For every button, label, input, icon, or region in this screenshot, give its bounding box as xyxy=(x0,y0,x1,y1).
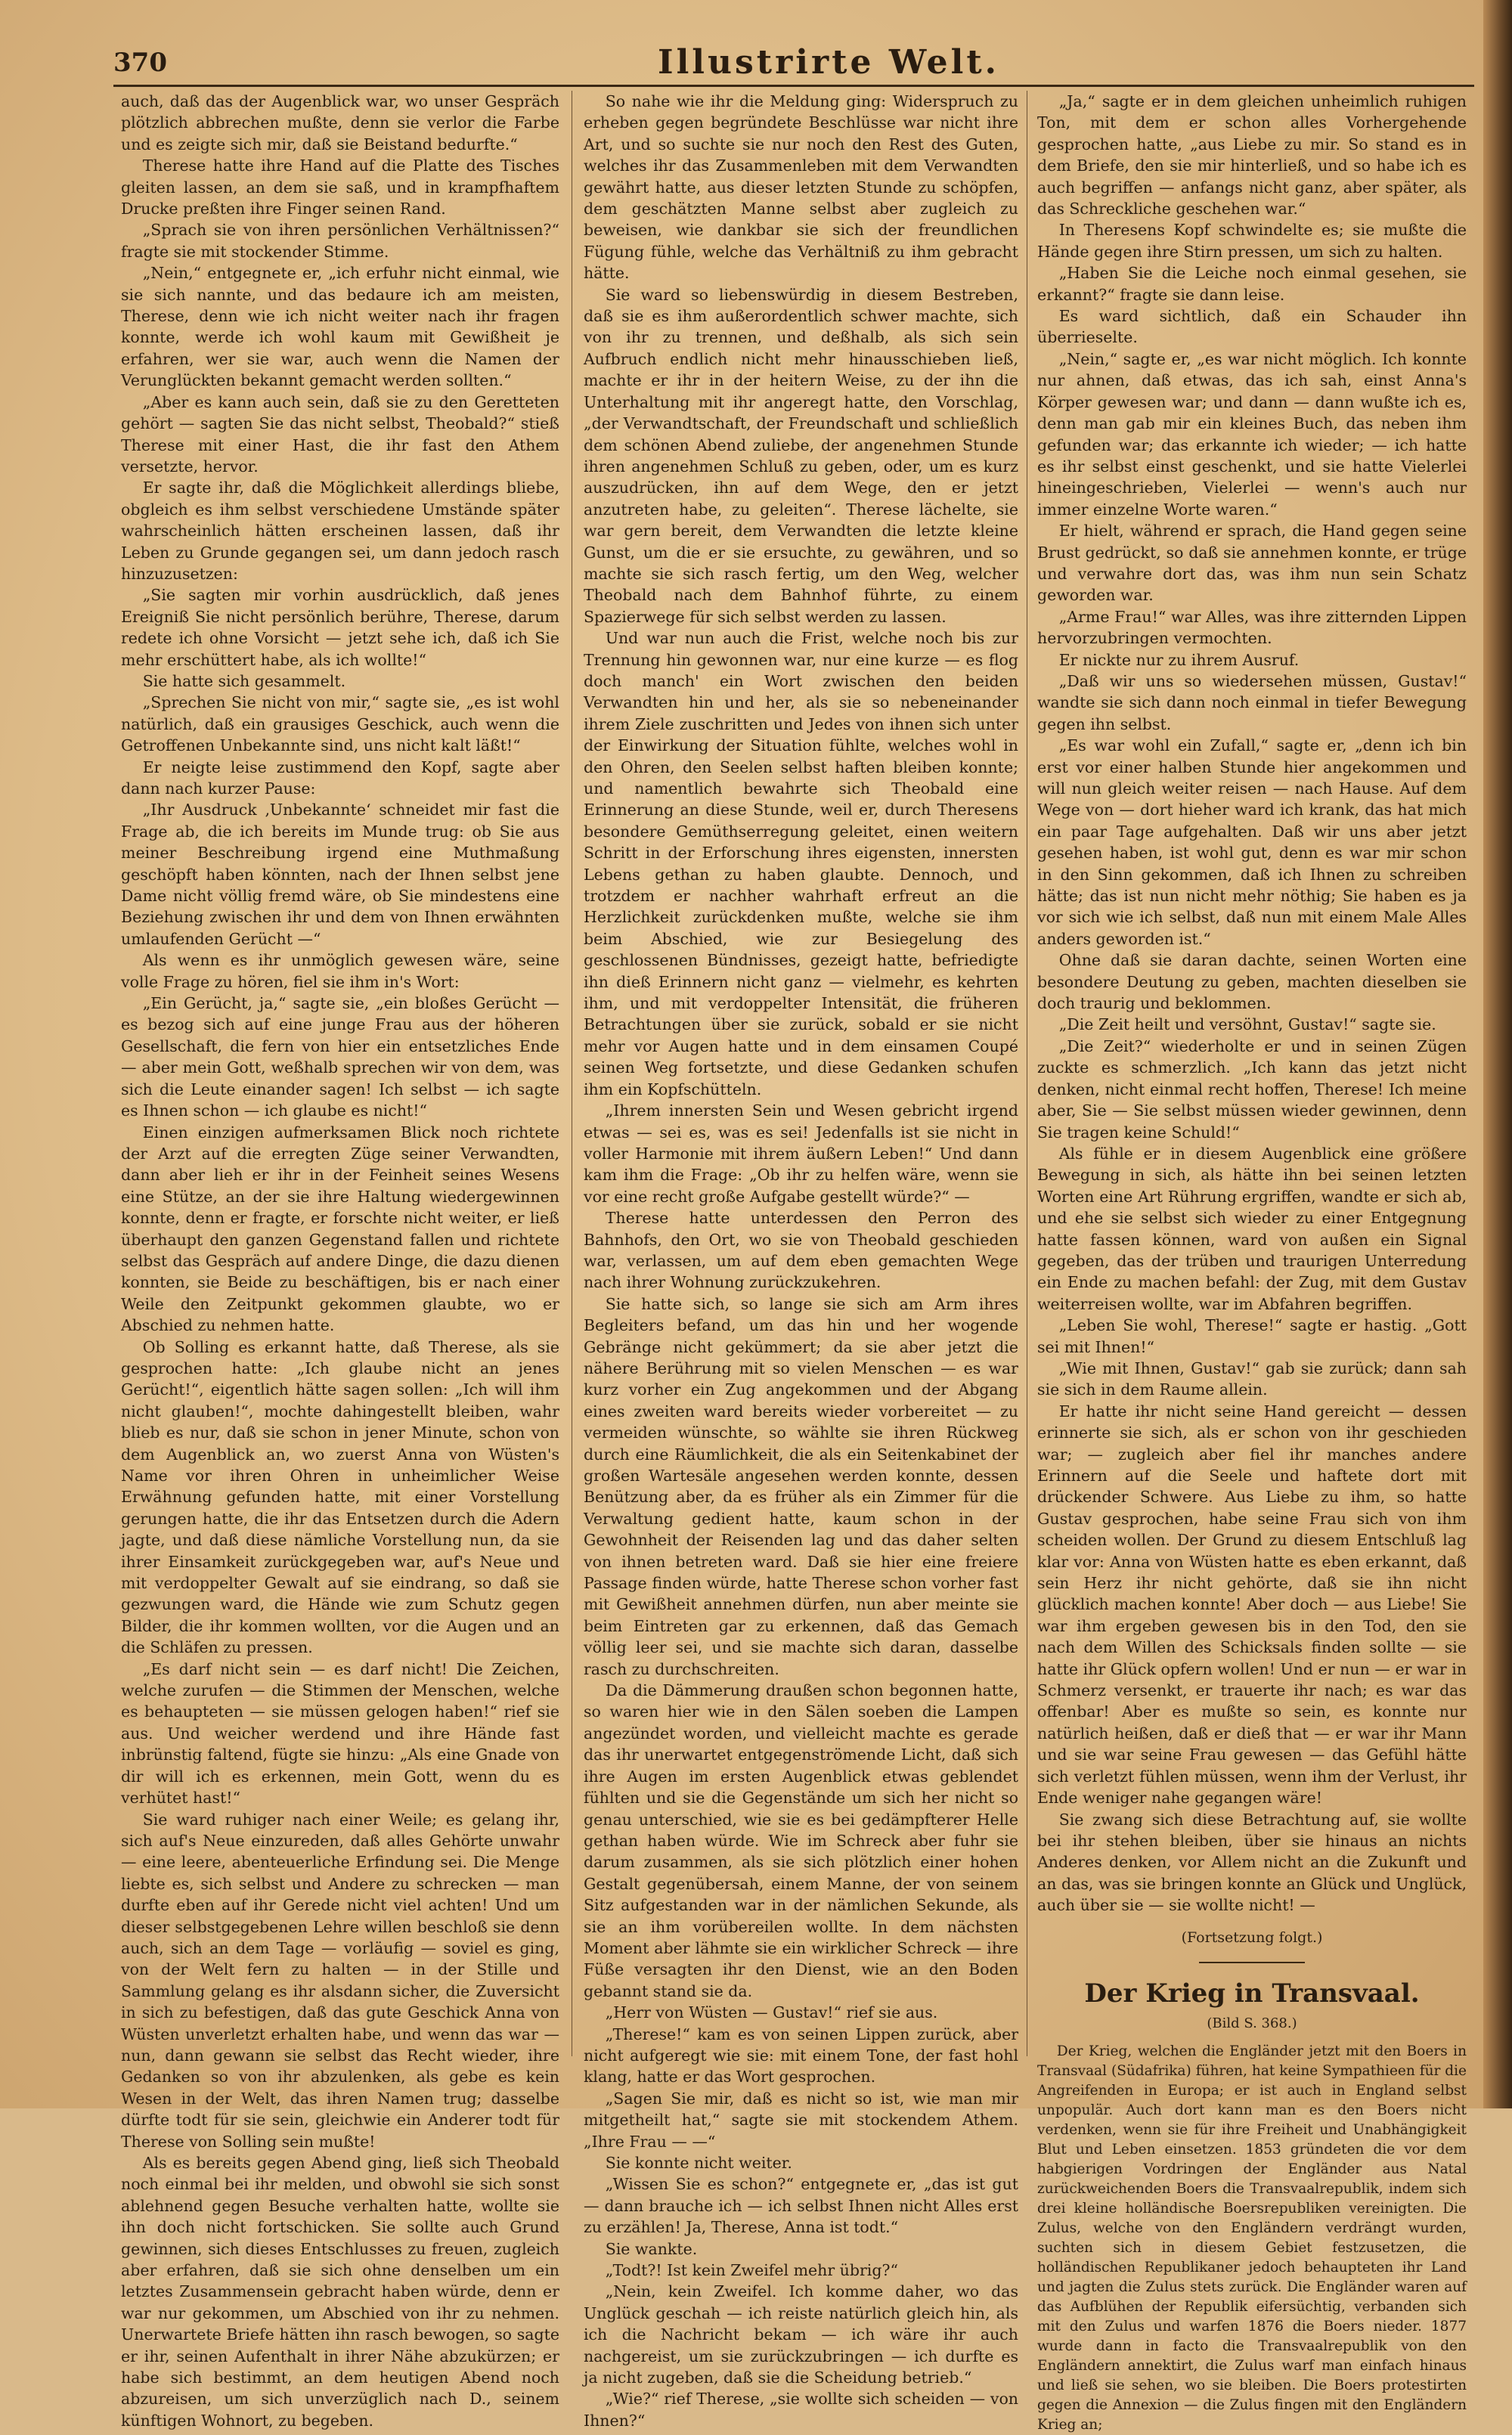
paragraph: „Die Zeit heilt und versöhnt, Gustav!“ sagte sie. xyxy=(1058,1015,1436,1034)
paragraph: In Theresens Kopf schwindelte es; sie mußte die Hände gegen ihre Stirn pressen, um sich zu halten. xyxy=(1037,221,1467,261)
paragraph: „Nein,“ entgegnete er, „ich erfuhr nicht einmal, wie sie sich nannte, und das bedaure ich am meisten, Therese, denn wie ich nicht weiter nach ihr fragen konnte, werde ich wohl kaum mit Gewißheit je erfahren, wer sie war, auch wenn die Namen der Verunglückten bekannt gemacht werden sollten.“ xyxy=(121,264,559,390)
paragraph: Als fühle er in diesem Augenblick eine größere Bewegung in sich, als hätte ihn bei seinen letzten Worten eine Art Rührung ergriffen, wandte er sich ab, und ehe sie selbst sich wieder zu einer Entgegnung hatte fassen können, ward von außen ein Signal gegeben, das der trüben und traurigen Unterredung ein Ende zu machen befahl: der Zug, mit dem Gustav weiterreisen wollte, war im Abfahren begriffen. xyxy=(1037,1144,1467,1313)
paragraph: Therese hatte ihre Hand auf die Platte des Tisches gleiten lassen, an dem sie saß, und in krampfhaftem Drucke preßten ihre Finger seinen Rand. xyxy=(121,156,559,218)
paragraph: „Sprechen Sie nicht von mir,“ sagte sie, „es ist wohl natürlich, daß ein grausiges Geschick, auch wenn die Getroffenen Unbekannte sind, uns nicht kalt läßt!“ xyxy=(121,693,559,755)
article-body: Der Krieg, welchen die Engländer jetzt mit den Boers in Transvaal (Südafrika) führen, hat keine Sympathieen für die Angreifenden in Europa; er ist auch in England selbst unpopulär. Auch dort kann man es den Boers nicht verdenken, wenn sie für ihre Freiheit und Unabhängigkeit Blut und Leben einsetzen. 1853 gründeten die vor dem habgierigen Vordringen der Engländer aus Natal zurückweichenden Boers die Transvaalrepublik, indem sich drei kleine holländische Boersrepubliken vereinigten. Die Zulus, welche von den Engländern verdrängt wurden, suchten sich in diesem Gebiet festzusetzen, die holländischen Republikaner jedoch behaupteten ihr Land und jagten die Zulus stets zurück. Die Engländer waren auf das Aufblühen der Republik eifersüchtig, verbanden sich mit den Zulus und warfen 1876 die Boers nieder. 1877 wurde dann in facto die Transvaalrepublik von den Engländern annektirt, die Zulus warf man einfach hinaus und ließ sie sehen, wo sie bleiben. Die Boers protestirten gegen die Annexion — die Zulus fingen mit den Engländern Krieg an; xyxy=(1037,2043,1467,2433)
paragraph: Sie hatte sich gesammelt. xyxy=(142,671,346,690)
header-rule xyxy=(113,85,1474,87)
paragraph: Sie wankte. xyxy=(605,2239,698,2258)
page-number: 370 xyxy=(113,48,167,78)
paragraph: „Nein,“ sagte er, „es war nicht möglich. Ich konnte nur ahnen, daß etwas, das ich sah, einst Anna's Körper gewesen war; und dann — dann wußte ich es, denn man gab mir ein kleines Buch, das neben ihm gefunden war; das erkannte ich wieder; — ich hatte es ihr selbst einst geschenkt, und sie hatte Vielerlei hineingeschrieben, Vielerlei — wenn's auch nur immer einzelne Worte waren.“ xyxy=(1037,349,1467,519)
running-title: Illustrirte Welt. xyxy=(658,43,999,82)
paragraph: „Arme Frau!“ war Alles, was ihre zitternden Lippen hervorzubringen vermochten. xyxy=(1037,607,1467,648)
paragraph: Einen einzigen aufmerksamen Blick noch richtete der Arzt auf die erregten Züge seiner Verwandten, dann aber lieh er ihr in der Feinheit seines Wesens eine Stütze, an der sie ihre Haltung wiedergewinnen konnte, denn er fragte, er forschte nicht weiter, er ließ überhaupt den ganzen Gegenstand fallen und richtete selbst das Gespräch auf andere Dinge, die dazu dienen konnten, sie Beide zu beschäftigen, bis er nach einer Weile den Zeitpunkt gekommen glaubte, wo er Abschied zu nehmen hatte. xyxy=(121,1123,559,1335)
paragraph: Er hielt, während er sprach, die Hand gegen seine Brust gedrückt, so daß sie annehmen konnte, er trüge und verwahre dort das, was ihm nun sein Schatz geworden war. xyxy=(1037,522,1467,605)
paragraph: „Es darf nicht sein — es darf nicht! Die Zeichen, welche zurufen — die Stimmen der Menschen, welche es behaupteten — sie müssen gelogen haben!“ rief sie aus. Und weicher werdend und ihre Hände fast inbrünstig faltend, fügte sie hinzu: „Als eine Gnade von dir will ich es erkennen, mein Gott, wenn du es verhütet hast!“ xyxy=(121,1659,559,1808)
paragraph: „Haben Sie die Leiche noch einmal gesehen, sie erkannt?“ fragte sie dann leise. xyxy=(1037,264,1467,304)
paragraph: Therese hatte unterdessen den Perron des Bahnhofs, den Ort, wo sie von Theobald geschieden war, verlassen, um auf dem eben gemachten Wege nach ihrer Wohnung zurückzukehren. xyxy=(584,1209,1018,1292)
paragraph: auch, daß das der Augenblick war, wo unser Gespräch plötzlich abbrechen mußte, denn sie verlor die Farbe und es zeigte sich mir, daß sie Beistand bedurfte.“ xyxy=(121,92,559,153)
column-3 xyxy=(1037,91,1467,2433)
paragraph: „Ihrem innersten Sein und Wesen gebricht irgend etwas — sei es, was es sei! Jedenfalls ist sie nicht in voller Harmonie mit ihrem äußern Leben!“ Und dann kam ihm die Frage: „Ob ihr zu helfen wäre, wenn sie vor eine recht große Aufgabe gestellt würde?“ — xyxy=(584,1101,1018,1206)
paragraph: „Sie sagten mir vorhin ausdrücklich, daß jenes Ereigniß Sie nicht persönlich berühre, Therese, darum redete ich ohne Vorsicht — jetzt sehe ich, daß ich Sie mehr erschüttert habe, als ich wollte!“ xyxy=(121,586,559,669)
paragraph: „Ja,“ sagte er in dem gleichen unheimlich ruhigen Ton, mit dem er schon alles Vorhergehende gesprochen hatte, „aus Liebe zu mir. So stand es in dem Briefe, den sie mir hinterließ, und so habe ich es auch begriffen — anfangs nicht ganz, aber später, als das Schreckliche geschehen war.“ xyxy=(1037,92,1467,218)
paragraph: „Die Zeit?“ wiederholte er und in seinen Zügen zuckte es schmerzlich. „Ich kann das jetzt nicht denken, nicht einmal recht hoffen, Therese! Ich meine aber, Sie — Sie selbst müssen wieder gewinnen, denn Sie tragen keine Schuld!“ xyxy=(1037,1036,1467,1142)
paragraph: Sie ward ruhiger nach einer Weile; es gelang ihr, sich auf's Neue einzureden, daß alles Gehörte unwahr — eine leere, abenteuerliche Erfindung sei. Die Menge liebte es, sich selbst und Andere zu schrecken — man durfte eben auf ihr Gerede nicht viel achten! Und um dieser selbstgegebenen Lehre willen beschloß sie denn auch, sich an dem Tage — vorläufig — soviel es ging, von der Welt fern zu halten — in der Stille und Sammlung gelang es ihr alsdann sicher, die Zuversicht in sich zu befestigen, daß das gute Geschick Anna von Wüsten unverletzt erhalten habe, und wenn das war — nun, dann gewann sie selbst das Recht wieder, ihre Gedanken so von ihr abzulenken, als gebe es kein Wesen in der Welt, das ihren Namen trug; dasselbe dürfte todt für sie sein, gleichwie ein Anderer todt für Therese von Solling sein mußte! xyxy=(121,1810,559,2151)
page-header xyxy=(113,42,1474,87)
paragraph: Sie hatte sich, so lange sie sich am Arm ihres Begleiters befand, um das hin und her wogende Gebränge nicht gekümmert; da sie aber jetzt die nähere Berührung mit so vielen Menschen — es war kurz vorher ein Zug angekommen und der Abgang eines zweiten ward bereits wieder vorbereitet — zu vermeiden wünschte, so wählte sie ihren Rückweg durch eine Räumlichkeit, die als ein Seitenkabinet der großen Wartesäle angesehen werden konnte, dessen Benützung aber, da es früher als ein Zimmer für die Verwaltung gedient hatte, kaum schon in der Gewohnheit der Reisenden lag und das daher selten von ihnen betreten ward. Daß sie hier eine freiere Passage finden würde, hatte Therese schon vorher fast mit Gewißheit annehmen dürfen, nun aber meinte sie beim Eintreten gar zu erkennen, daß das Gemach völlig leer sei, und sie machte sich daran, dasselbe rasch zu durchschreiten. xyxy=(584,1294,1018,1678)
paragraph: Es ward sichtlich, daß ein Schauder ihn überrieselte. xyxy=(1037,307,1467,347)
paragraph: „Sagen Sie mir, daß es nicht so ist, wie man mir mitgetheilt hat,“ sagte sie mit stockendem Athem. „Ihre Frau — —“ xyxy=(584,2089,1018,2151)
paragraph: „Nein, kein Zweifel. Ich komme daher, wo das Unglück geschah — ich reiste natürlich gleich hin, als ich die Nachricht bekam — ich wäre ihr auch nachgereist, um sie zurückzubringen — ich durfte es ja nicht zugeben, daß sie die Scheidung betrieb.“ xyxy=(584,2282,1018,2387)
paragraph: Er sagte ihr, daß die Möglichkeit allerdings bliebe, obgleich es ihm selbst verschiedene Umstände später wahrscheinlich hätten erscheinen lassen, daß ihr Leben zu Grunde gegangen sei, um dann jedoch rasch hinzuzusetzen: xyxy=(121,479,559,583)
paragraph: „Wie mit Ihnen, Gustav!“ gab sie zurück; dann sah sie sich in dem Raume allein. xyxy=(1037,1358,1467,1399)
paragraph: „Sprach sie von ihren persönlichen Verhältnissen?“ fragte sie mit stockender Stimme. xyxy=(121,221,559,261)
paragraph: Er neigte leise zustimmend den Kopf, sagte aber dann nach kurzer Pause: xyxy=(121,757,559,798)
paragraph: „Ihr Ausdruck ‚Unbekannte‘ schneidet mir fast die Frage ab, die ich bereits im Munde trug: ob Sie aus meiner Beschreibung irgend eine Muthmaßung geschöpft haben könnten, nach der Ihnen selbst jene Dame nicht völlig fremd wäre, ob Sie mindestens eine Beziehung zwischen ihr und dem von Ihnen erwähnten umlaufenden Gerücht —“ xyxy=(121,801,559,948)
paragraph: „Todt?! Ist kein Zweifel mehr übrig?“ xyxy=(605,2261,898,2280)
paragraph: „Aber es kann auch sein, daß sie zu den Geretteten gehört — sagten Sie das nicht selbst, Theobald?“ stieß Therese mit einer Hast, die ihr fast den Athem versetzte, hervor. xyxy=(121,392,559,476)
paragraph: So nahe wie ihr die Meldung ging: Widerspruch zu erheben gegen begründete Beschlüsse war nicht ihre Art, und so suchte sie nur noch den Rest des Guten, welches ihr das Zusammenleben mit dem Verwandten gewährt hatte, aus dieser letzten Stunde zu schöpfen, dem geschätzten Manne selbst aber zugleich zu beweisen, wie dankbar sie sich der freundlichen Fügung fühle, welche das Verhältniß zu ihm gebracht hätte. xyxy=(584,92,1018,283)
continuation-note: (Fortsetzung folgt.) xyxy=(1181,1928,1323,1946)
paragraph: Ob Solling es erkannt hatte, daß Therese, als sie gesprochen hatte: „Ich glaube nicht an jenes Gerücht!“, eigentlich hätte sagen sollen: „Ich will ihm nicht glauben!“, mochte dahingestellt bleiben, wahr blieb es nur, daß sie schon in jener Minute, schon von dem Augenblick an, wo zuerst Anna von Wüsten's Name vor ihren Ohren in unheimlicher Weise Erwähnung gefunden hatte, mit einer Vorstellung gerungen hatte, die ihr das Entsetzen durch die Adern jagte, und daß diese nämliche Vorstellung nun, da sie ihrer Einsamkeit zurückgegeben war, auf's Neue und mit verdoppelter Gewalt auf sie eindrang, so daß sie gezwungen ward, die Hände wie zum Schutz gegen Bilder, die ihr kommen wollten, vor die Augen und an die Schläfen zu pressen. xyxy=(121,1337,559,1657)
paragraph: „Wie?“ rief Therese, „sie wollte sich scheiden — von Ihnen?“ xyxy=(584,2390,1018,2430)
paragraph: Als es bereits gegen Abend ging, ließ sich Theobald noch einmal bei ihr melden, und obwohl sie sich sonst ablehnend gegen Besuche verhalten hatte, wollte sie ihn doch nicht fortschicken. Sie sollte auch Grund gewinnen, sich dieses Entschlusses zu freuen, zugleich aber erfahren, daß sie sich ohne denselben um ein letztes Zusammensein gebracht haben würde, denn er war nur gekommen, um Abschied von ihr zu nehmen. Unerwartete Briefe hätten ihn rasch bewogen, so sagte er ihr, seinen Aufenthalt in ihrer Nähe abzukürzen; er habe sich bestimmt, an dem heutigen Abend noch abzureisen, um sich unverzüglich nach D., seinem künftigen Wohnort, zu begeben. xyxy=(121,2154,559,2430)
section-divider xyxy=(1199,1962,1305,1963)
paragraph: „Wissen Sie es schon?“ entgegnete er, „das ist gut — dann brauche ich — ich selbst Ihnen nicht Alles erst zu erzählen! Ja, Therese, Anna ist todt.“ xyxy=(584,2175,1018,2237)
paragraph: Ohne daß sie daran dachte, seinen Worten eine besondere Deutung zu geben, machten dieselben sie doch traurig und beklommen. xyxy=(1037,951,1467,1013)
paragraph: Da die Dämmerung draußen schon begonnen hatte, so waren hier wie in den Sälen soeben die Lampen angezündet worden, und vielleicht machte es gerade das ihr unerwartet entgegenströmende Licht, daß sich ihre Augen im ersten Augenblick etwas geblendet fühlten und sie die Gegenstände um sich her nicht so genau unterschied, wie sie es bei gedämpfterer Helle gethan haben würde. Wie im Schreck aber fuhr sie darum zusammen, als sie sich plötzlich einer hohen Gestalt gegenübersah, einem Manne, der von seinem Sitz aufgestanden war in der nämlichen Sekunde, als sie an ihm vorübereilen wollte. In dem nächsten Moment aber lähmte sie ein wirklicher Schreck — ihre Füße versagten ihr den Dienst, wie an den Boden gebannt stand sie da. xyxy=(584,1681,1018,2000)
article-image-reference: (Bild S. 368.) xyxy=(1207,2015,1297,2031)
column-2 xyxy=(584,91,1018,2430)
paragraph: „Leben Sie wohl, Therese!“ sagte er hastig. „Gott sei mit Ihnen!“ xyxy=(1037,1316,1467,1356)
page-edge-shadow xyxy=(1483,0,1512,2108)
paragraph: Sie konnte nicht weiter. xyxy=(605,2154,792,2172)
paragraph: „Ein Gerücht, ja,“ sagte sie, „ein bloßes Gerücht — es bezog sich auf eine junge Frau aus der höheren Gesellschaft, die fern von hier ein entsetzliches Ende — aber mein Gott, weßhalb sprechen wir von dem, was sich die Leute einander sagen! Ich selbst — ich sagte es Ihnen schon — ich glaube es nicht!“ xyxy=(121,994,559,1120)
paragraph: „Es war wohl ein Zufall,“ sagte er, „denn ich bin erst vor einer halben Stunde hier angekommen und will nun gleich weiter reisen — nach Hause. Auf dem Wege von — dort hieher ward ich krank, das hat mich ein paar Tage aufgehalten. Daß wir uns aber jetzt gesehen haben, ist wohl gut, denn es war mir schon in den Sinn gekommen, daß ich Ihnen zu schreiben hätte; das ist nun nicht mehr nöthig; Sie haben es ja vor sich wie ich selbst, daß nun mit einem Male Alles anders geworden ist.“ xyxy=(1037,736,1467,948)
paragraph: Er nickte nur zu ihrem Ausruf. xyxy=(1058,650,1300,669)
paragraph: „Therese!“ kam es von seinen Lippen zurück, aber nicht aufgeregt wie sie: mit einem Tone, der fast hohl klang, hatte er das Wort gesprochen. xyxy=(584,2025,1018,2086)
paragraph: Sie ward so liebenswürdig in diesem Bestreben, daß sie es ihm außerordentlich schwer machte, sich von ihr zu trennen, und deßhalb, als sich sein Aufbruch endlich nicht mehr hinausschieben ließ, machte er ihr in der heitern Weise, zu der ihn die Unterhaltung mit ihr angeregt hatte, den Vorschlag, „der Verwandtschaft, der Freundschaft und schließlich dem schönen Abend zuliebe, der angenehmen Stunde ihren angenehmen Schluß zu geben, oder, um es kurz auszudrücken, ihn auf dem Wege, den er jetzt anzutreten habe, zu geleiten“. Therese lächelte, sie war gern bereit, dem Verwandten die letzte kleine Gunst, um die er sie ersuchte, zu gewähren, und so machte sie sich rasch fertig, um den Weg, welcher Theobald nach dem Bahnhof führte, zu einem Spazierwege für sich selbst werden zu lassen. xyxy=(584,285,1018,626)
paragraph: Sie zwang sich diese Betrachtung auf, sie wollte bei ihr stehen bleiben, über sie hinaus an nichts Anderes denken, vor Allem nicht an die Zukunft und an das, was sie bringen konnte an Glück und Unglück, auch über sie — sie wollte nicht! — xyxy=(1037,1810,1467,1915)
article-title: Der Krieg in Transvaal. xyxy=(1084,1978,1420,2009)
column-1 xyxy=(121,91,559,2430)
paragraph: Er hatte ihr nicht seine Hand gereicht — dessen erinnerte sie sich, als er schon von ihr geschieden war; — zugleich aber fiel ihr manches andere Erinnern auf die Seele und haftete dort mit drückender Schwere. Aus Liebe zu ihm, so hatte Gustav gesprochen, habe seine Frau sich von ihm scheiden wollen. Der Grund zu diesem Entschluß lag klar vor: Anna von Wüsten hatte es eben erkannt, daß sein Herz ihr nicht gehörte, daß sie ihn nicht glücklich machen konnte! Aber doch — aus Liebe! Sie war ihm ergeben gewesen bis in den Tod, den sie nach dem Willen des Schicksals finden sollte — sie hatte ihr Glück opfern wollen! Und er nun — er war in Schmerz versenkt, er trauerte ihr nach; es war das offenbar! Aber es mußte so sein, es konnte nur natürlich heißen, daß er dieß that — er war ihr Mann und sie war seine Frau gewesen — das Gefühl hätte sich verletzt fühlen müssen, wenn ihm der Verlust, ihr Ende weniger nahe gegangen wäre! xyxy=(1037,1402,1467,1808)
paragraph: „Daß wir uns so wiedersehen müssen, Gustav!“ wandte sie sich dann noch einmal in tiefer Bewegung gegen ihn selbst. xyxy=(1037,671,1467,733)
paragraph: „Herr von Wüsten — Gustav!“ rief sie aus. xyxy=(605,2003,938,2022)
paragraph: Und war nun auch die Frist, welche noch bis zur Trennung hin gewonnen war, nur eine kurze — es flog doch manch' ein Wort zwischen den beiden Verwandten hin und her, als sie so nebeneinander ihrem Ziele zuschritten und Jedes von ihnen sich unter der Einwirkung der Situation fühlte, welches wohl in den Ohren, den Seelen selbst haften bleiben konnte; und namentlich bewahrte sich Theobald eine Erinnerung an diese Stunde, weil er, durch Theresens besondere Gemüthserregung geleitet, einen weitern Schritt in der Erforschung ihres eigensten, innersten Lebens gethan zu haben glaubte. Dennoch, und trotzdem er nachher wahrhaft erfreut an die Herzlichkeit zurückdenken mußte, welche sie ihm beim Abschied, wie zur Besiegelung des geschlossenen Bündnisses, gezeigt hatte, befriedigte ihn dieß Erinnern nicht ganz — vielmehr, es kehrten ihm, und mit verdoppelter Intensität, die früheren Betrachtungen über sie zurück, sobald er sie nicht mehr vor Augen hatte und in dem einsamen Coupé seinen Weg fortsetzte, und diese Gedanken schufen ihm ein Kopfschütteln. xyxy=(584,629,1018,1098)
paragraph: Als wenn es ihr unmöglich gewesen wäre, seine volle Frage zu hören, fiel sie ihm in's Wort: xyxy=(121,951,559,991)
